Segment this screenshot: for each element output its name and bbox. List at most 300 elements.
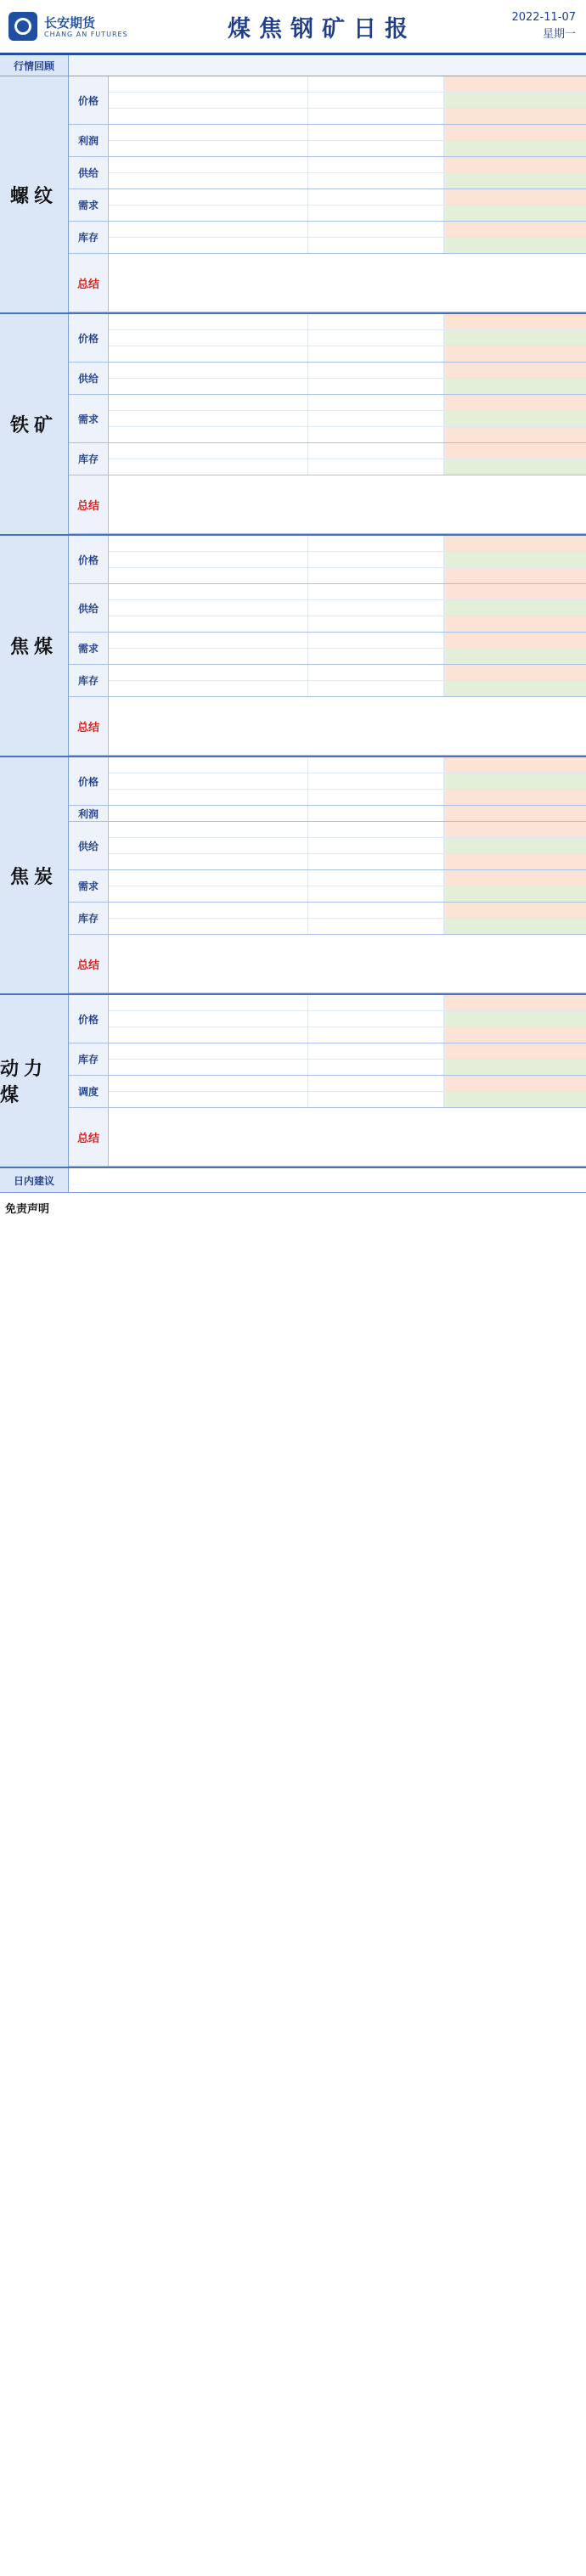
indicator-value: [308, 411, 444, 426]
table-row: [109, 838, 586, 854]
indicator-name: [109, 649, 308, 664]
indicator-rows: [109, 665, 586, 696]
table-row: [109, 552, 586, 568]
indicator-value: [308, 1076, 444, 1091]
indicator-name: [109, 1092, 308, 1107]
summary-text: [109, 935, 586, 993]
indicator-name: [109, 238, 308, 253]
section-body: [69, 757, 586, 993]
indicator-rows: [109, 536, 586, 583]
table-row: [109, 649, 586, 664]
indicator-value: [308, 886, 444, 902]
indicator-value: [308, 205, 444, 221]
table-row: [109, 681, 586, 696]
indicator-value: [308, 838, 444, 853]
summary-label: 总结: [69, 697, 109, 755]
indicator-value: [308, 584, 444, 599]
category-label: 供给: [69, 157, 109, 188]
indicator-rows: [109, 633, 586, 664]
indicator-name: [109, 919, 308, 934]
indicator-name: [109, 903, 308, 918]
indicator-value: [308, 1092, 444, 1107]
category-label: 价格: [69, 757, 109, 805]
indicator-change: [444, 157, 586, 172]
indicator-change: [444, 568, 586, 583]
indicator-value: [308, 1043, 444, 1059]
indicator-name: [109, 1027, 308, 1043]
indicator-group: [69, 475, 586, 534]
indicator-change: [444, 790, 586, 805]
table-row: [109, 854, 586, 869]
indicator-change: [444, 995, 586, 1010]
indicator-group: [69, 633, 586, 665]
indicator-change: [444, 886, 586, 902]
intraday-suggestion-text: [69, 1168, 586, 1192]
indicator-change: [444, 854, 586, 869]
indicator-value: [308, 665, 444, 680]
indicator-name: [109, 1076, 308, 1091]
indicator-name: [109, 568, 308, 583]
logo-text: [44, 15, 128, 38]
indicator-rows: [109, 443, 586, 475]
table-row: [109, 616, 586, 632]
table-row: [109, 379, 586, 394]
indicator-name: [109, 790, 308, 805]
category-label: 库存: [69, 1043, 109, 1075]
indicator-change: [444, 189, 586, 205]
indicator-rows: [109, 870, 586, 902]
indicator-value: [308, 189, 444, 205]
logo-en-name: CHANG AN FUTURES: [44, 30, 128, 38]
indicator-rows: [109, 125, 586, 156]
indicator-name: [109, 616, 308, 632]
indicator-rows: [109, 1076, 586, 1107]
table-row: [109, 1060, 586, 1075]
indicator-value: [308, 314, 444, 329]
table-row: [109, 995, 586, 1011]
table-row: [109, 903, 586, 919]
indicator-rows: [109, 822, 586, 869]
indicator-name: [109, 346, 308, 362]
table-row: [109, 600, 586, 616]
indicator-change: [444, 109, 586, 124]
indicator-change: [444, 757, 586, 773]
category-label: 需求: [69, 633, 109, 664]
table-row: [109, 93, 586, 109]
indicator-value: [308, 157, 444, 172]
category-label: 需求: [69, 189, 109, 221]
table-row: [109, 238, 586, 253]
indicator-group: [69, 363, 586, 395]
table-row: [109, 427, 586, 442]
table-row: [109, 141, 586, 156]
indicator-group: [69, 665, 586, 697]
indicator-group: [69, 76, 586, 125]
indicator-change: [444, 395, 586, 410]
table-row: [109, 395, 586, 411]
indicator-change: [444, 173, 586, 188]
commodity-sections: [0, 76, 586, 1168]
table-row: [109, 189, 586, 205]
summary-label: 总结: [69, 475, 109, 533]
table-row: [109, 1011, 586, 1027]
section-label: 铁矿: [0, 314, 69, 534]
table-row: [109, 125, 586, 141]
indicator-change: [444, 330, 586, 346]
indicator-name: [109, 363, 308, 378]
indicator-value: [308, 995, 444, 1010]
indicator-change: [444, 584, 586, 599]
indicator-name: [109, 141, 308, 156]
indicator-change: [444, 125, 586, 140]
indicator-name: [109, 125, 308, 140]
indicator-change: [444, 806, 586, 821]
indicator-rows: [109, 76, 586, 124]
table-row: [109, 790, 586, 805]
category-label: 利润: [69, 125, 109, 156]
table-row: [109, 1076, 586, 1092]
indicator-change: [444, 222, 586, 237]
category-label: 库存: [69, 903, 109, 934]
section-2: [0, 536, 586, 757]
indicator-change: [444, 773, 586, 789]
report-title: 煤焦钢矿日报: [228, 15, 416, 42]
indicator-name: [109, 93, 308, 108]
indicator-change: [444, 616, 586, 632]
indicator-value: [308, 773, 444, 789]
indicator-group: [69, 443, 586, 475]
table-row: [109, 173, 586, 188]
table-row: [109, 363, 586, 379]
indicator-rows: [109, 189, 586, 221]
indicator-group: [69, 903, 586, 935]
section-label: 焦煤: [0, 536, 69, 756]
section-body: [69, 314, 586, 534]
indicator-value: [308, 822, 444, 837]
indicator-name: [109, 806, 308, 821]
indicator-value: [308, 903, 444, 918]
table-row: [109, 1043, 586, 1060]
indicator-name: [109, 600, 308, 616]
section-3: [0, 757, 586, 995]
indicator-change: [444, 1027, 586, 1043]
indicator-name: [109, 1060, 308, 1075]
indicator-rows: [109, 395, 586, 442]
indicator-value: [308, 238, 444, 253]
market-review-text: [69, 55, 586, 76]
indicator-name: [109, 330, 308, 346]
category-label: 库存: [69, 222, 109, 253]
table-row: [109, 1027, 586, 1043]
indicator-name: [109, 665, 308, 680]
table-row: [109, 411, 586, 427]
indicator-value: [308, 870, 444, 886]
indicator-value: [308, 854, 444, 869]
indicator-group: [69, 870, 586, 903]
indicator-group: [69, 395, 586, 443]
section-label: 焦炭: [0, 757, 69, 993]
indicator-change: [444, 1060, 586, 1075]
indicator-name: [109, 459, 308, 475]
table-row: [109, 870, 586, 886]
table-row: [109, 822, 586, 838]
indicator-change: [444, 649, 586, 664]
indicator-group: [69, 697, 586, 756]
indicator-value: [308, 363, 444, 378]
indicator-value: [308, 919, 444, 934]
indicator-value: [308, 141, 444, 156]
indicator-value: [308, 1060, 444, 1075]
table-row: [109, 205, 586, 221]
indicator-rows: [109, 1043, 586, 1075]
indicator-name: [109, 1043, 308, 1059]
indicator-name: [109, 584, 308, 599]
table-row: [109, 584, 586, 600]
indicator-group: [69, 757, 586, 806]
indicator-name: [109, 886, 308, 902]
section-1: [0, 314, 586, 536]
indicator-value: [308, 806, 444, 821]
summary-label: 总结: [69, 935, 109, 993]
table-row: [109, 459, 586, 475]
indicator-name: [109, 995, 308, 1010]
table-row: [109, 222, 586, 238]
section-4: [0, 995, 586, 1168]
summary-text: [109, 697, 586, 755]
company-logo: [0, 12, 170, 41]
indicator-group: [69, 1076, 586, 1108]
indicator-group: [69, 806, 586, 822]
table-row: [109, 346, 586, 362]
table-row: [109, 757, 586, 773]
indicator-value: [308, 93, 444, 108]
indicator-change: [444, 314, 586, 329]
indicator-change: [444, 363, 586, 378]
summary-label: 总结: [69, 254, 109, 312]
indicator-value: [308, 633, 444, 648]
indicator-change: [444, 1076, 586, 1091]
indicator-name: [109, 552, 308, 567]
indicator-group: [69, 1108, 586, 1167]
indicator-value: [308, 649, 444, 664]
summary-label: 总结: [69, 1108, 109, 1166]
indicator-group: [69, 222, 586, 254]
category-label: 价格: [69, 314, 109, 362]
indicator-value: [308, 681, 444, 696]
category-label: 供给: [69, 822, 109, 869]
indicator-value: [308, 76, 444, 92]
indicator-change: [444, 76, 586, 92]
indicator-value: [308, 346, 444, 362]
indicator-group: [69, 1043, 586, 1076]
indicator-change: [444, 822, 586, 837]
indicator-group: [69, 125, 586, 157]
indicator-value: [308, 125, 444, 140]
indicator-change: [444, 443, 586, 458]
indicator-change: [444, 427, 586, 442]
indicator-change: [444, 1011, 586, 1026]
category-label: 价格: [69, 536, 109, 583]
intraday-suggestion-label: 日内建议: [0, 1168, 69, 1192]
indicator-change: [444, 665, 586, 680]
indicator-group: [69, 995, 586, 1043]
indicator-name: [109, 314, 308, 329]
indicator-change: [444, 1092, 586, 1107]
indicator-change: [444, 903, 586, 918]
indicator-name: [109, 427, 308, 442]
report-weekday: 星期一: [542, 28, 576, 41]
table-row: [109, 633, 586, 649]
indicator-value: [308, 459, 444, 475]
indicator-name: [109, 838, 308, 853]
indicator-group: [69, 536, 586, 584]
indicator-change: [444, 1043, 586, 1059]
table-row: [109, 443, 586, 459]
category-label: 库存: [69, 443, 109, 475]
indicator-rows: [109, 806, 586, 821]
indicator-group: [69, 584, 586, 633]
report-date-box: [474, 9, 586, 43]
report-page: [0, 0, 586, 1228]
indicator-value: [308, 536, 444, 551]
category-label: 供给: [69, 584, 109, 632]
indicator-name: [109, 773, 308, 789]
logo-icon: [8, 12, 37, 41]
indicator-name: [109, 1011, 308, 1026]
summary-text: [109, 254, 586, 312]
section-label: 螺纹: [0, 76, 69, 312]
indicator-group: [69, 157, 586, 189]
indicator-name: [109, 222, 308, 237]
intraday-suggestion: [0, 1168, 586, 1193]
market-review-label: 行情回顾: [0, 55, 69, 76]
indicator-value: [308, 330, 444, 346]
indicator-change: [444, 93, 586, 108]
category-label: 需求: [69, 395, 109, 442]
indicator-change: [444, 536, 586, 551]
indicator-name: [109, 681, 308, 696]
indicator-change: [444, 838, 586, 853]
indicator-name: [109, 76, 308, 92]
indicator-value: [308, 790, 444, 805]
indicator-change: [444, 600, 586, 616]
indicator-name: [109, 395, 308, 410]
indicator-value: [308, 616, 444, 632]
indicator-name: [109, 173, 308, 188]
indicator-value: [308, 757, 444, 773]
market-review: [0, 55, 586, 76]
disclaimer-title: 免责声明: [5, 1203, 50, 1216]
section-body: [69, 536, 586, 756]
category-label: 调度: [69, 1076, 109, 1107]
section-body: [69, 76, 586, 312]
table-row: [109, 157, 586, 173]
table-row: [109, 806, 586, 821]
table-row: [109, 919, 586, 934]
indicator-rows: [109, 314, 586, 362]
section-label: 动力煤: [0, 995, 69, 1167]
indicator-value: [308, 379, 444, 394]
indicator-change: [444, 141, 586, 156]
category-label: 利润: [69, 806, 109, 821]
table-row: [109, 314, 586, 330]
indicator-name: [109, 633, 308, 648]
indicator-rows: [109, 222, 586, 253]
category-label: 供给: [69, 363, 109, 394]
indicator-value: [308, 222, 444, 237]
indicator-change: [444, 870, 586, 886]
indicator-group: [69, 935, 586, 993]
indicator-change: [444, 205, 586, 221]
indicator-change: [444, 919, 586, 934]
indicator-value: [308, 109, 444, 124]
indicator-group: [69, 822, 586, 870]
indicator-value: [308, 568, 444, 583]
indicator-change: [444, 552, 586, 567]
indicator-value: [308, 173, 444, 188]
indicator-group: [69, 254, 586, 312]
indicator-change: [444, 681, 586, 696]
indicator-name: [109, 757, 308, 773]
indicator-change: [444, 633, 586, 648]
indicator-value: [308, 395, 444, 410]
table-row: [109, 330, 586, 346]
indicator-name: [109, 411, 308, 426]
report-date: 2022-11-07: [511, 11, 576, 24]
section-body: [69, 995, 586, 1167]
indicator-name: [109, 854, 308, 869]
indicator-change: [444, 459, 586, 475]
indicator-change: [444, 411, 586, 426]
summary-text: [109, 1108, 586, 1166]
table-row: [109, 568, 586, 583]
disclaimer-text: [0, 1219, 586, 1228]
table-row: [109, 665, 586, 681]
indicator-value: [308, 600, 444, 616]
table-row: [109, 76, 586, 93]
table-row: [109, 773, 586, 790]
indicator-name: [109, 157, 308, 172]
indicator-value: [308, 1011, 444, 1026]
report-header: [0, 0, 586, 55]
indicator-value: [308, 443, 444, 458]
category-label: 需求: [69, 870, 109, 902]
indicator-name: [109, 870, 308, 886]
indicator-rows: [109, 903, 586, 934]
indicator-group: [69, 189, 586, 222]
indicator-name: [109, 109, 308, 124]
table-row: [109, 886, 586, 902]
indicator-rows: [109, 995, 586, 1043]
indicator-change: [444, 379, 586, 394]
indicator-name: [109, 822, 308, 837]
indicator-name: [109, 205, 308, 221]
category-label: 价格: [69, 76, 109, 124]
indicator-change: [444, 346, 586, 362]
indicator-group: [69, 314, 586, 363]
table-row: [109, 1092, 586, 1107]
category-label: 库存: [69, 665, 109, 696]
indicator-rows: [109, 584, 586, 632]
indicator-value: [308, 427, 444, 442]
indicator-name: [109, 189, 308, 205]
indicator-rows: [109, 157, 586, 188]
table-row: [109, 536, 586, 552]
table-row: [109, 109, 586, 124]
indicator-value: [308, 1027, 444, 1043]
category-label: 价格: [69, 995, 109, 1043]
section-0: [0, 76, 586, 314]
